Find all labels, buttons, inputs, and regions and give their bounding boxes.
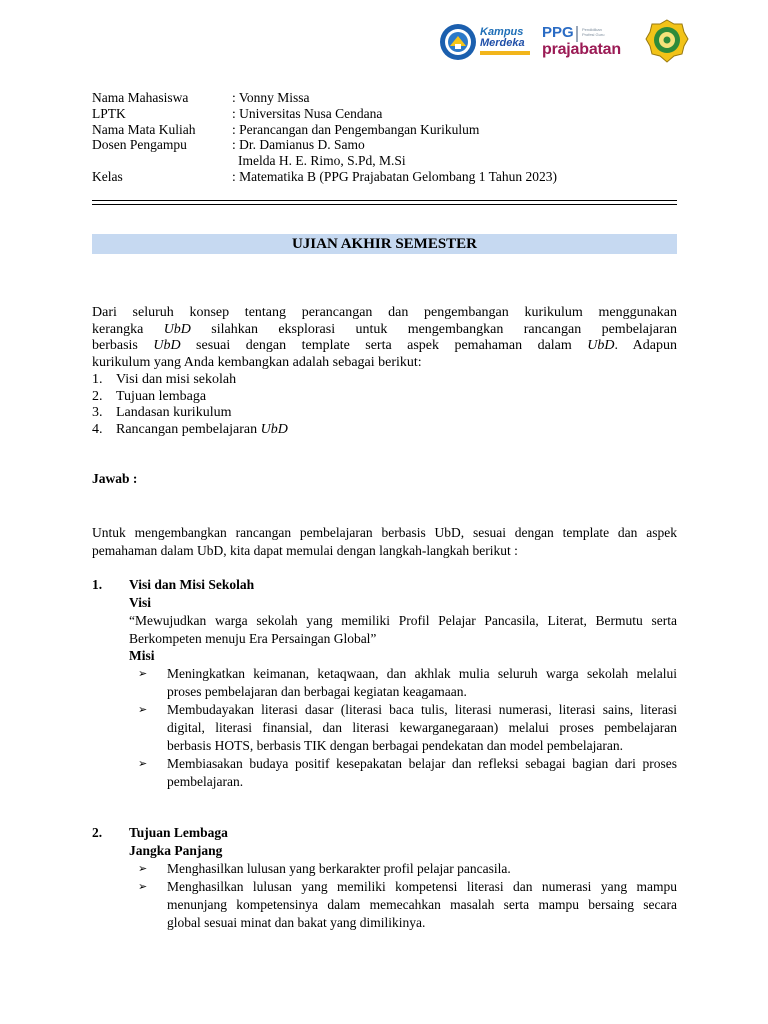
ppg-prajabatan-logo: [542, 24, 638, 62]
question-text: kerangka: [92, 321, 164, 337]
question-line: [92, 338, 677, 355]
answer-intro-line: Untuk mengembangkan rancangan pembelajaran berbasis UbD, sesuai dengan template dan aspek: [92, 525, 677, 540]
bullet-line: berbasis HOTS, berbasis TIK dengan berbagai pendekatan dan model pembelajaran.: [167, 738, 623, 753]
question-text: silahkan eksplorasi untuk mengembangkan rancangan pembelajaran: [190, 321, 677, 337]
list-item-label: Landasan kurikulum: [116, 405, 232, 420]
question-paragraph: [92, 305, 677, 371]
list-item: [138, 665, 677, 701]
info-value: Imelda H. E. Rimo, S.Pd, M.Si: [238, 153, 406, 169]
header-logos: [438, 18, 698, 66]
info-value: : Perancangan dan Pengembangan Kurikulum: [232, 121, 480, 137]
info-label: Kelas: [92, 168, 123, 184]
list-item: [138, 701, 677, 755]
info-label: Dosen Pengampu: [92, 137, 187, 153]
answer-label: Jawab :: [92, 471, 138, 486]
arrow-bullet-icon: ➢: [138, 703, 148, 716]
section-number: 1.: [92, 577, 103, 592]
info-value: : Dr. Damianus D. Samo: [232, 137, 365, 153]
arrow-bullet-icon: ➢: [138, 757, 148, 770]
info-value: : Vonny Missa: [232, 90, 310, 105]
kampus-logo-text: Kampus: [480, 26, 524, 38]
bullet-line: Membudayakan literasi dasar (literasi baca tulis, literasi numerasi, literasi sains, literasi: [167, 702, 677, 717]
list-item-number: 4.: [92, 421, 103, 437]
university-emblem-icon: [644, 18, 690, 64]
visi-text: [129, 612, 677, 648]
question-line: Dari seluruh konsep tentang perancangan dan pengembangan kurikulum menggunakan: [92, 305, 677, 320]
tujuan-list: [138, 860, 677, 932]
bullet-line: Menghasilkan lulusan yang memiliki kompetensi literasi dan numerasi yang mampu: [167, 879, 677, 894]
ppg-logo-divider: [576, 26, 578, 42]
visi-heading: Visi: [129, 595, 152, 610]
ppg-logo-tagline: Pendidikan Profesi Guru: [582, 27, 605, 37]
question-text: . Adapun: [614, 338, 677, 353]
arrow-bullet-icon: ➢: [138, 880, 148, 893]
list-item-italic: UbD: [260, 421, 288, 437]
bullet-line: Membiasakan budaya positif kesepakatan belajar dan refleksi sebagai bagian dari proses: [167, 756, 677, 771]
question-italic: UbD: [153, 338, 181, 353]
info-label: LPTK: [92, 105, 126, 121]
arrow-bullet-icon: ➢: [138, 667, 148, 680]
exam-title-band: [92, 234, 677, 254]
visi-line: Berkompeten menuju Era Persaingan Global”: [129, 631, 377, 646]
section-number: 2.: [92, 825, 103, 840]
question-line: [92, 322, 677, 339]
kemdikbud-logo-icon: [438, 22, 478, 62]
bullet-line: menunjang kompetensinya dalam memecahkan masalah serta mampu bersaing secara: [167, 897, 677, 912]
answer-intro: [92, 524, 677, 560]
bullet-line: digital, literasi finansial, dan literasi kewarganegaraan) melalui proses pembelajaran: [167, 720, 677, 735]
kampus-logo-bar: [480, 51, 530, 55]
question-text: sesuai dengan template serta aspek pemahaman dalam: [180, 338, 588, 353]
exam-title: UJIAN AKHIR SEMESTER: [291, 236, 478, 252]
arrow-bullet-icon: ➢: [138, 862, 148, 875]
list-item: [138, 878, 677, 932]
list-item: [138, 755, 677, 791]
section-title: Tujuan Lembaga: [129, 825, 228, 840]
visi-line: “Mewujudkan warga sekolah yang memiliki Profil Pelajar Pancasila, Literat, Bermutu serta: [129, 613, 677, 628]
list-item-text: [116, 372, 236, 389]
bullet-line: Menghasilkan lulusan yang berkarakter profil pelajar pancasila.: [167, 861, 511, 876]
header-divider-bottom: [92, 204, 677, 205]
bullet-line: Meningkatkan keimanan, ketaqwaan, dan akhlak mulia seluruh warga sekolah melalui: [167, 666, 677, 681]
question-italic: UbD: [163, 321, 191, 337]
list-item-text: [116, 405, 231, 422]
question-line: kurikulum yang Anda kembangkan adalah sebagai berikut:: [92, 354, 422, 370]
bullet-line: pembelajaran.: [167, 774, 244, 789]
bullet-line: proses pembelajaran dan berbagai kegiatan keagamaan.: [167, 684, 467, 699]
answer-intro-line: pemahaman dalam UbD, kita dapat memulai dengan langkah-langkah berikut :: [92, 543, 518, 558]
header-divider-top: [92, 200, 677, 201]
list-item-number: 2.: [92, 388, 103, 404]
question-italic: UbD: [587, 338, 615, 353]
info-label: Nama Mata Kuliah: [92, 121, 196, 137]
list-item-label: Visi dan misi sekolah: [116, 372, 237, 387]
list-item-text: [116, 389, 206, 406]
kampus-merdeka-logo: [480, 24, 534, 60]
ppg-logo-text: PPG: [542, 24, 574, 41]
list-item-number: 1.: [92, 372, 103, 387]
list-item-label: Rancangan pembelajaran: [116, 421, 261, 437]
misi-list: [138, 665, 677, 791]
merdeka-logo-text: Merdeka: [480, 37, 525, 49]
info-label: Nama Mahasiswa: [92, 90, 189, 105]
jangka-panjang-heading: Jangka Panjang: [129, 843, 223, 858]
bullet-line: global sesuai minat dan bakat yang dimilikinya.: [167, 915, 426, 930]
list-item: [138, 860, 677, 878]
question-text: berbasis: [92, 338, 154, 353]
info-value: : Universitas Nusa Cendana: [232, 105, 383, 121]
misi-heading: Misi: [129, 648, 155, 663]
list-item-label: Tujuan lembaga: [116, 388, 207, 404]
section-title: Visi dan Misi Sekolah: [129, 577, 255, 592]
list-item-number: 3.: [92, 405, 103, 420]
list-item-text: [116, 422, 288, 439]
prajabatan-logo-text: prajabatan: [542, 41, 621, 58]
info-value: : Matematika B (PPG Prajabatan Gelombang 1 Tahun 2023): [232, 168, 557, 184]
